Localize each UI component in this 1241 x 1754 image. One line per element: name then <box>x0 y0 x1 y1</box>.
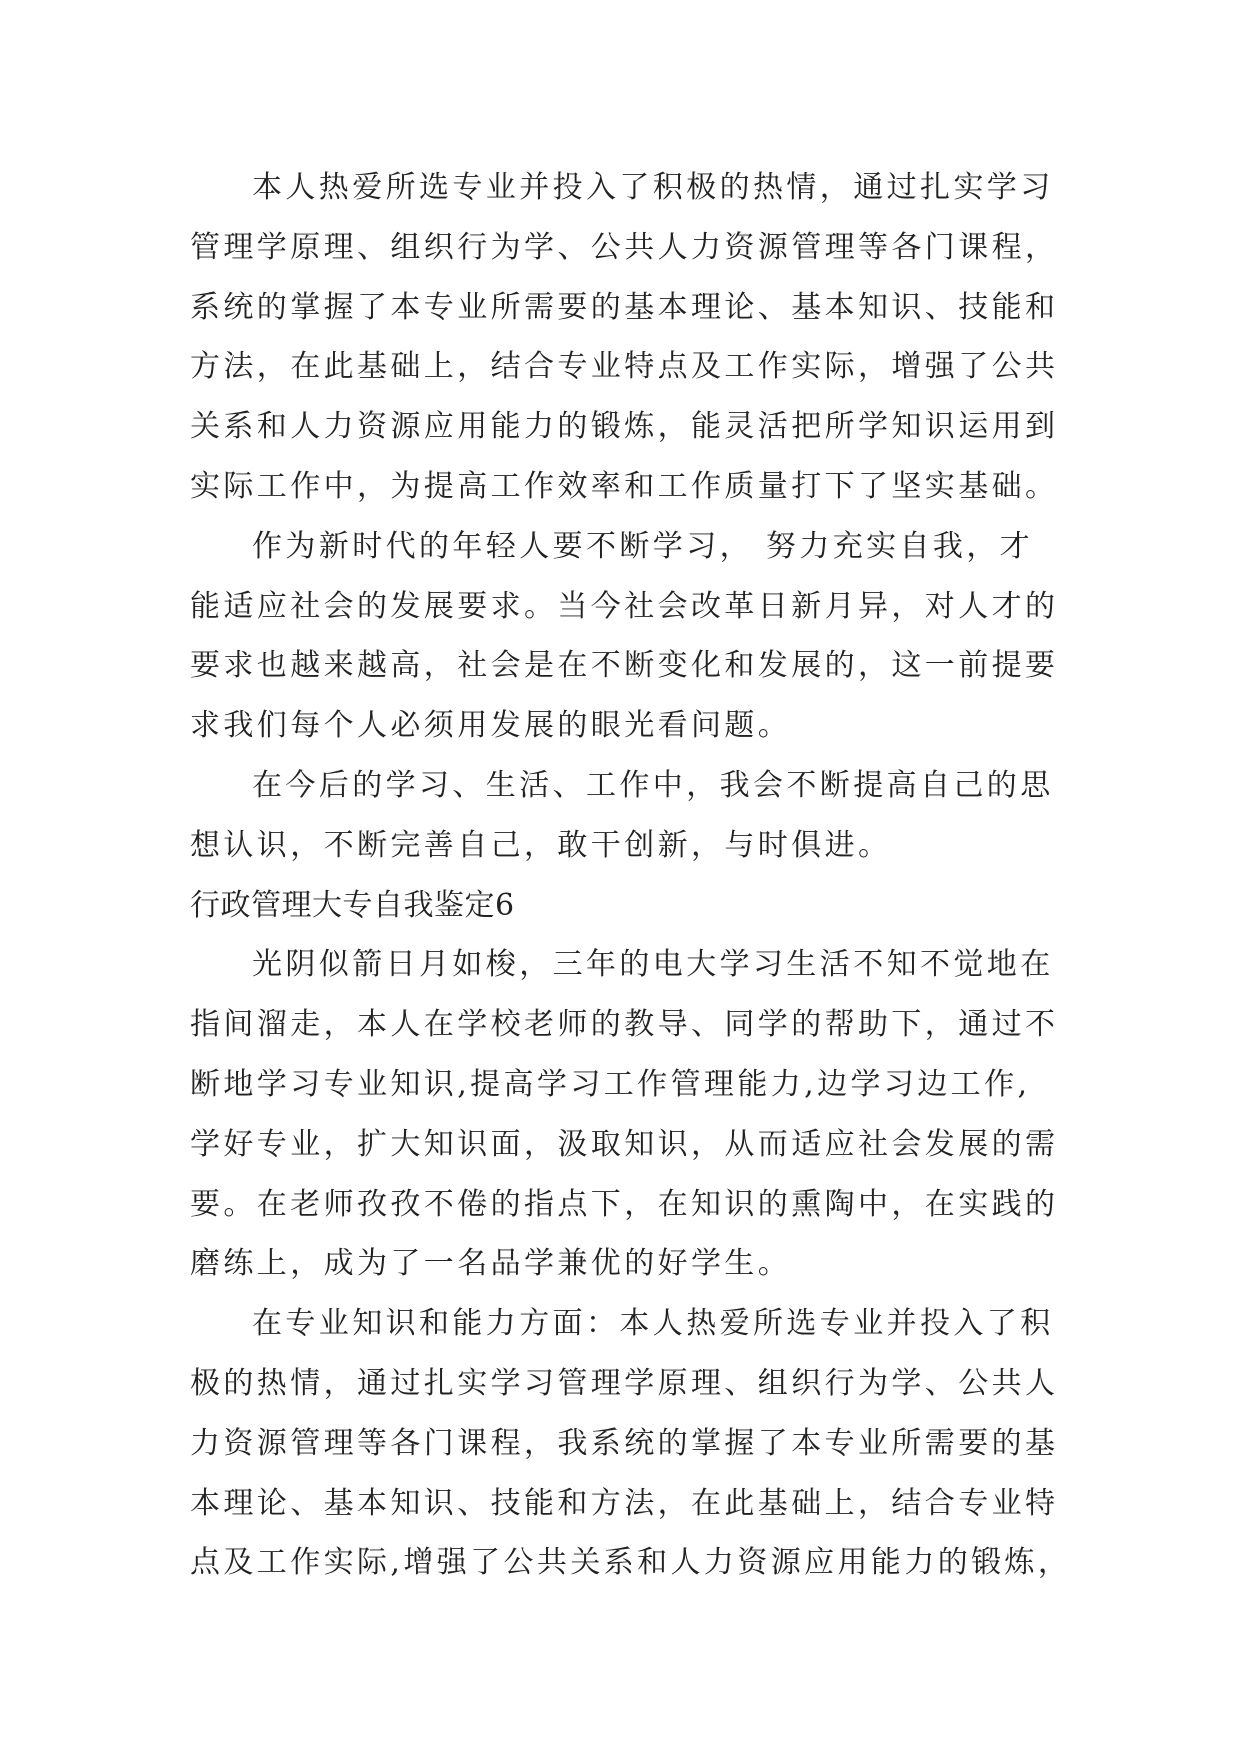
paragraph-three-years <box>190 935 1070 1294</box>
paragraph-knowledge-ability <box>190 1294 1070 1593</box>
text-line: 实际工作中，为提高工作效率和工作质量打下了坚实基础。 <box>190 468 1059 504</box>
document-body <box>190 158 1070 1593</box>
text-line: 磨练上，成为了一名品学兼优的好学生。 <box>190 1246 792 1282</box>
text-line: 点及工作实际,增强了公共关系和人力资源应用能力的锻炼， <box>190 1545 1072 1581</box>
text-line: 本人热爱所选专业并投入了积极的热情，通过扎实学习 <box>252 170 1054 205</box>
text-line: 关系和人力资源应用能力的锻炼，能灵活把所学知识运用到 <box>190 409 1059 445</box>
text-line: 断地学习专业知识,提高学习工作管理能力,边学习边工作, <box>190 1066 1031 1102</box>
paragraph-continuous-learning <box>190 517 1070 756</box>
text-line: 管理学原理、组织行为学、公共人力资源管理等各门课程， <box>190 229 1059 265</box>
text-line: 方法，在此基础上，结合专业特点及工作实际，增强了公共 <box>190 349 1059 385</box>
paragraph-future-outlook <box>190 756 1070 876</box>
text-line: 想认识，不断完善自己，敢干创新，与时俱进。 <box>190 827 892 863</box>
text-line: 要。在老师孜孜不倦的指点下，在知识的熏陶中，在实践的 <box>190 1186 1059 1222</box>
text-line: 力资源管理等各门课程，我系统的掌握了本专业所需要的基 <box>190 1425 1059 1461</box>
text-line: 光阴似箭日月如梭，三年的电大学习生活不知不觉地在 <box>252 947 1054 983</box>
text-line: 要求也越来越高，社会是在不断变化和发展的，这一前提要 <box>190 648 1059 684</box>
text-line: 极的热情，通过扎实学习管理学原理、组织行为学、公共人 <box>190 1365 1059 1401</box>
text-line: 在专业知识和能力方面：本人热爱所选专业并投入了积 <box>252 1306 1054 1342</box>
text-line: 在今后的学习、生活、工作中，我会不断提高自己的思 <box>252 767 1054 803</box>
text-line: 系统的掌握了本专业所需要的基本理论、基本知识、技能和 <box>190 289 1059 325</box>
text-line: 本理论、基本知识、技能和方法，在此基础上，结合专业特 <box>190 1485 1059 1521</box>
text-line: 能适应社会的发展要求。当今社会改革日新月异，对人才的 <box>190 588 1059 624</box>
text-line: 作为新时代的年轻人要不断学习， 努力充实自我，才 <box>252 528 1034 564</box>
text-line: 求我们每个人必须用发展的眼光看问题。 <box>190 708 792 744</box>
paragraph-professional-study <box>190 158 1070 517</box>
text-line: 指间溜走，本人在学校老师的教导、同学的帮助下，通过不 <box>190 1007 1059 1043</box>
text-line: 学好专业，扩大知识面，汲取知识，从而适应社会发展的需 <box>190 1126 1059 1162</box>
section-heading: 行政管理大专自我鉴定6 <box>190 887 515 923</box>
